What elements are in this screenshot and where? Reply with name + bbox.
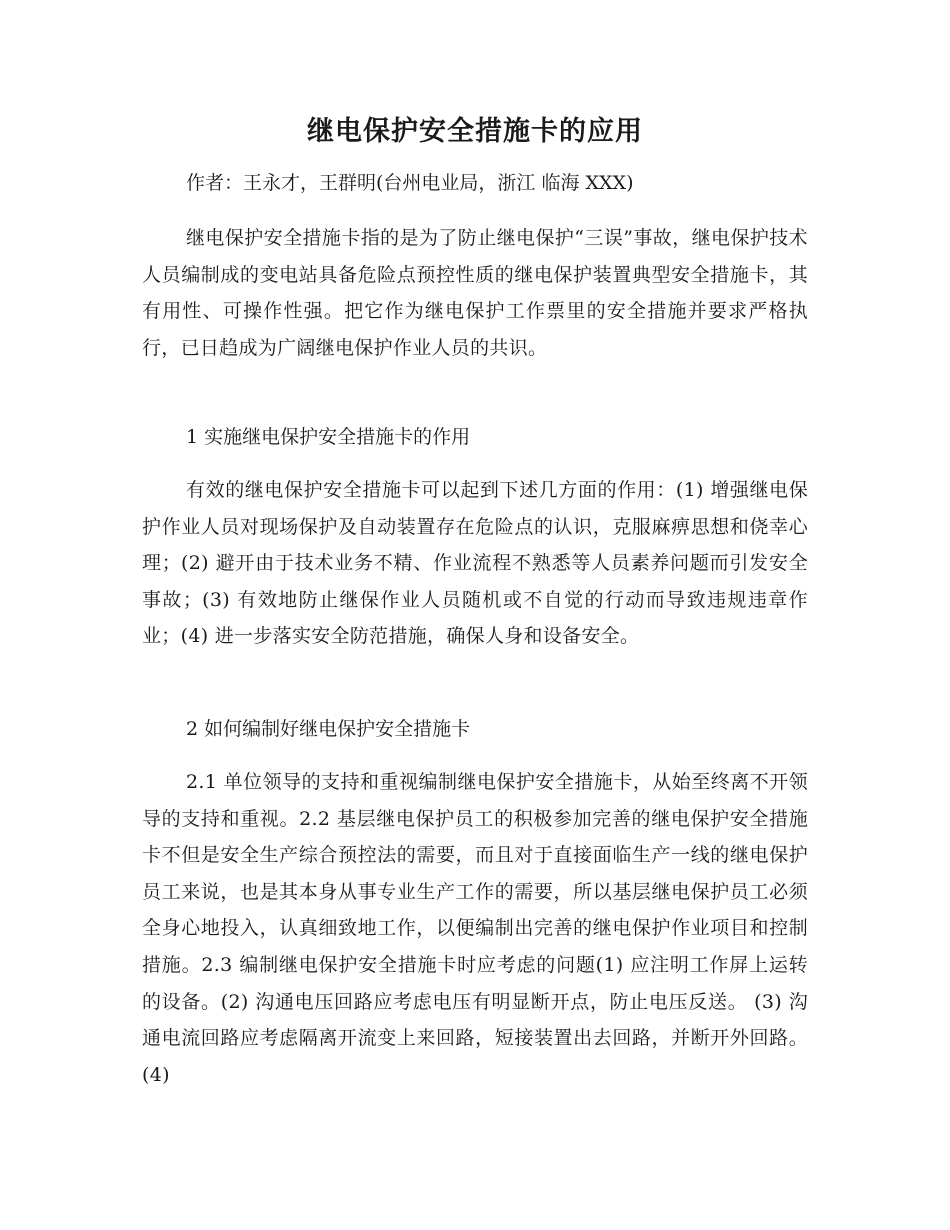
section-1-heading: 1 实施继电保护安全措施卡的作用	[186, 426, 471, 448]
document-title: 继电保护安全措施卡的应用	[307, 116, 643, 147]
author-line: 作者：王永才，王群明(台州电业局，浙江 临海 XXX)	[186, 172, 634, 194]
intro-paragraph: 继电保护安全措施卡指的是为了防止继电保护“三误”事故，继电保护技术人员编制成的变电站具备危险点预控性质的继电保护装置典型安全措施卡，其有用性、可操作性强。把它作为继电保护工作票里的安全措施并要求严格执行，已日趋成为广阔继电保护作业人员的共识。	[142, 227, 808, 359]
section-2-heading: 2 如何编制好继电保护安全措施卡	[186, 718, 471, 740]
section-1-paragraph: 有效的继电保护安全措施卡可以起到下述几方面的作用：(1) 增强继电保护作业人员对现场保护及自动装置存在危险点的认识，克服麻痹思想和侥幸心理；(2) 避开由于技术业务不精、作业流程不熟悉等人员素养问题而引发安全事故；(3) 有效地防止继保作业人员随机或不自觉的行动而导致违规违章作业；(4) 进一步落实安全防范措施，确保人身和设备安全。	[142, 479, 808, 648]
section-2-paragraph: 2.1 单位领导的支持和重视编制继电保护安全措施卡，从始至终离不开领导的支持和重视。2.2 基层继电保护员工的积极参加完善的继电保护安全措施卡不但是安全生产综合预控法的需要，而且对于直接面临生产一线的继电保护员工来说，也是其本身从事专业生产工作的需要，所以基层继电保护员工必须全身心地投入，认真细致地工作，以便编制出完善的继电保护作业项目和控制措施。2.3 编制继电保护安全措施卡时应考虑的问题(1) 应注明工作屏上运转的设备。(2) 沟通电压回路应考虑电压有明显断开点，防止电压反送。 (3) 沟通电流回路应考虑隔离开流变上来回路，短接装置出去回路，并断开外回路。(4)	[142, 771, 808, 1086]
